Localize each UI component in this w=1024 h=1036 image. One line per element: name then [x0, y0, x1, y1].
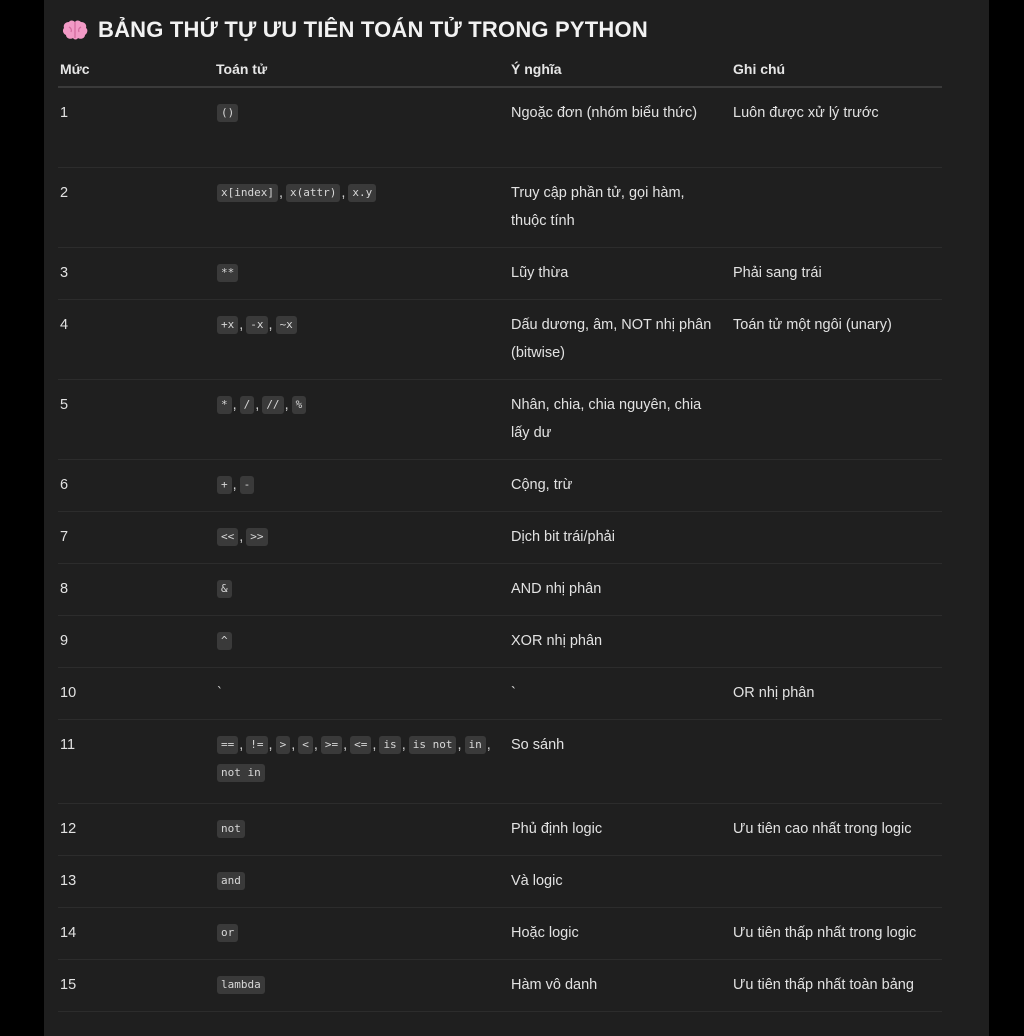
operator-code: () [217, 104, 238, 122]
table-row [58, 563, 942, 615]
table-body [58, 87, 942, 1011]
level-cell: 1 [58, 87, 214, 167]
note-cell: OR nhị phân [731, 667, 942, 719]
note-cell [731, 563, 942, 615]
operator-cell [214, 907, 509, 959]
operator-code: << [217, 528, 238, 546]
note-cell [731, 459, 942, 511]
header-note: Ghi chú [731, 52, 942, 87]
operator-cell [214, 667, 509, 719]
note-cell [731, 379, 942, 459]
note-cell: Toán tử một ngôi (unary) [731, 299, 942, 379]
operator-code: / [240, 396, 255, 414]
meaning-cell: Truy cập phần tử, gọi hàm, thuộc tính [509, 167, 731, 247]
separator: , [486, 736, 491, 753]
operator-code: >> [246, 528, 267, 546]
table-row [58, 719, 942, 803]
table-row [58, 855, 942, 907]
operator-cell [214, 247, 509, 299]
table-row [58, 167, 942, 247]
table-row [58, 459, 942, 511]
operator-text: ` [216, 685, 224, 701]
level-cell: 7 [58, 511, 214, 563]
operator-code: ^ [217, 632, 232, 650]
separator: , [291, 736, 296, 753]
separator: , [268, 736, 273, 753]
table-row [58, 379, 942, 459]
header-level: Mức [58, 52, 214, 87]
level-cell: 12 [58, 803, 214, 855]
separator: , [313, 736, 318, 753]
title-text: BẢNG THỨ TỰ ƯU TIÊN TOÁN TỬ TRONG PYTHON [98, 17, 648, 42]
operator-code: % [292, 396, 307, 414]
level-cell: 10 [58, 667, 214, 719]
operator-cell [214, 511, 509, 563]
level-cell: 15 [58, 959, 214, 1011]
meaning-cell: Cộng, trừ [509, 459, 731, 511]
operator-cell [214, 615, 509, 667]
operator-cell [214, 855, 509, 907]
operator-code: + [217, 476, 232, 494]
table-row [58, 959, 942, 1011]
separator: , [268, 316, 273, 333]
separator: , [343, 736, 348, 753]
table-row [58, 615, 942, 667]
operator-code: < [298, 736, 313, 754]
level-cell: 11 [58, 719, 214, 803]
operator-cell [214, 87, 509, 167]
operator-code: & [217, 580, 232, 598]
operator-code: -x [246, 316, 267, 334]
page-title [62, 14, 648, 46]
separator: , [284, 396, 289, 413]
operator-code: == [217, 736, 238, 754]
header-operator: Toán tử [214, 52, 509, 87]
separator: , [232, 396, 237, 413]
operator-cell [214, 379, 509, 459]
operator-code: x.y [348, 184, 376, 202]
table-row [58, 667, 942, 719]
level-cell: 9 [58, 615, 214, 667]
operator-code: not [217, 820, 245, 838]
operator-cell [214, 719, 509, 803]
operator-cell [214, 803, 509, 855]
separator: , [341, 184, 346, 201]
content-panel [44, 0, 989, 1036]
table-row [58, 87, 942, 167]
operator-code: // [262, 396, 283, 414]
note-cell [731, 511, 942, 563]
level-cell: 14 [58, 907, 214, 959]
operator-code: lambda [217, 976, 265, 994]
header-meaning: Ý nghĩa [509, 52, 731, 87]
note-cell: Ưu tiên thấp nhất trong logic [731, 907, 942, 959]
meaning-cell: Lũy thừa [509, 247, 731, 299]
level-cell: 3 [58, 247, 214, 299]
separator: , [239, 528, 244, 545]
operator-cell [214, 167, 509, 247]
separator: , [239, 316, 244, 333]
meaning-cell: Dấu dương, âm, NOT nhị phân (bitwise) [509, 299, 731, 379]
level-cell: 6 [58, 459, 214, 511]
operator-cell [214, 299, 509, 379]
operator-code: is [379, 736, 400, 754]
meaning-cell: Và logic [509, 855, 731, 907]
operator-code: * [217, 396, 232, 414]
operator-cell [214, 459, 509, 511]
operator-code: x(attr) [286, 184, 340, 202]
operator-code: and [217, 872, 245, 890]
separator: , [232, 476, 237, 493]
table-row [58, 247, 942, 299]
precedence-table [58, 52, 942, 1012]
meaning-cell: So sánh [509, 719, 731, 803]
operator-cell [214, 563, 509, 615]
operator-code: in [465, 736, 486, 754]
operator-code: != [246, 736, 267, 754]
level-cell: 4 [58, 299, 214, 379]
meaning-cell: Hàm vô danh [509, 959, 731, 1011]
level-cell: 13 [58, 855, 214, 907]
operator-code: ** [217, 264, 238, 282]
meaning-cell: AND nhị phân [509, 563, 731, 615]
separator: , [239, 736, 244, 753]
level-cell: 8 [58, 563, 214, 615]
table-row [58, 511, 942, 563]
table-row [58, 299, 942, 379]
note-cell [731, 855, 942, 907]
separator: , [372, 736, 377, 753]
operator-code: or [217, 924, 238, 942]
operator-code: <= [350, 736, 371, 754]
operator-code: is not [409, 736, 457, 754]
table-row [58, 907, 942, 959]
table-header-row [58, 52, 942, 87]
meaning-cell: Nhân, chia, chia nguyên, chia lấy dư [509, 379, 731, 459]
note-cell [731, 719, 942, 803]
separator: , [401, 736, 406, 753]
note-cell [731, 615, 942, 667]
meaning-cell: Dịch bit trái/phải [509, 511, 731, 563]
operator-code: >= [321, 736, 342, 754]
operator-code: - [240, 476, 255, 494]
meaning-cell: ` [509, 667, 731, 719]
note-cell: Phải sang trái [731, 247, 942, 299]
note-cell: Luôn được xử lý trước [731, 87, 942, 167]
table-row [58, 803, 942, 855]
note-cell: Ưu tiên thấp nhất toàn bảng [731, 959, 942, 1011]
level-cell: 2 [58, 167, 214, 247]
brain-icon [62, 19, 88, 41]
meaning-cell: Ngoặc đơn (nhóm biểu thức) [509, 87, 731, 167]
operator-code: not in [217, 764, 265, 782]
note-cell [731, 167, 942, 247]
operator-code: > [276, 736, 291, 754]
operator-code: ~x [276, 316, 297, 334]
separator: , [457, 736, 462, 753]
level-cell: 5 [58, 379, 214, 459]
note-cell: Ưu tiên cao nhất trong logic [731, 803, 942, 855]
separator: , [255, 396, 260, 413]
meaning-cell: Hoặc logic [509, 907, 731, 959]
operator-cell [214, 959, 509, 1011]
meaning-cell: Phủ định logic [509, 803, 731, 855]
meaning-cell: XOR nhị phân [509, 615, 731, 667]
separator: , [278, 184, 284, 201]
operator-code: +x [217, 316, 238, 334]
operator-code: x[index] [217, 184, 278, 202]
